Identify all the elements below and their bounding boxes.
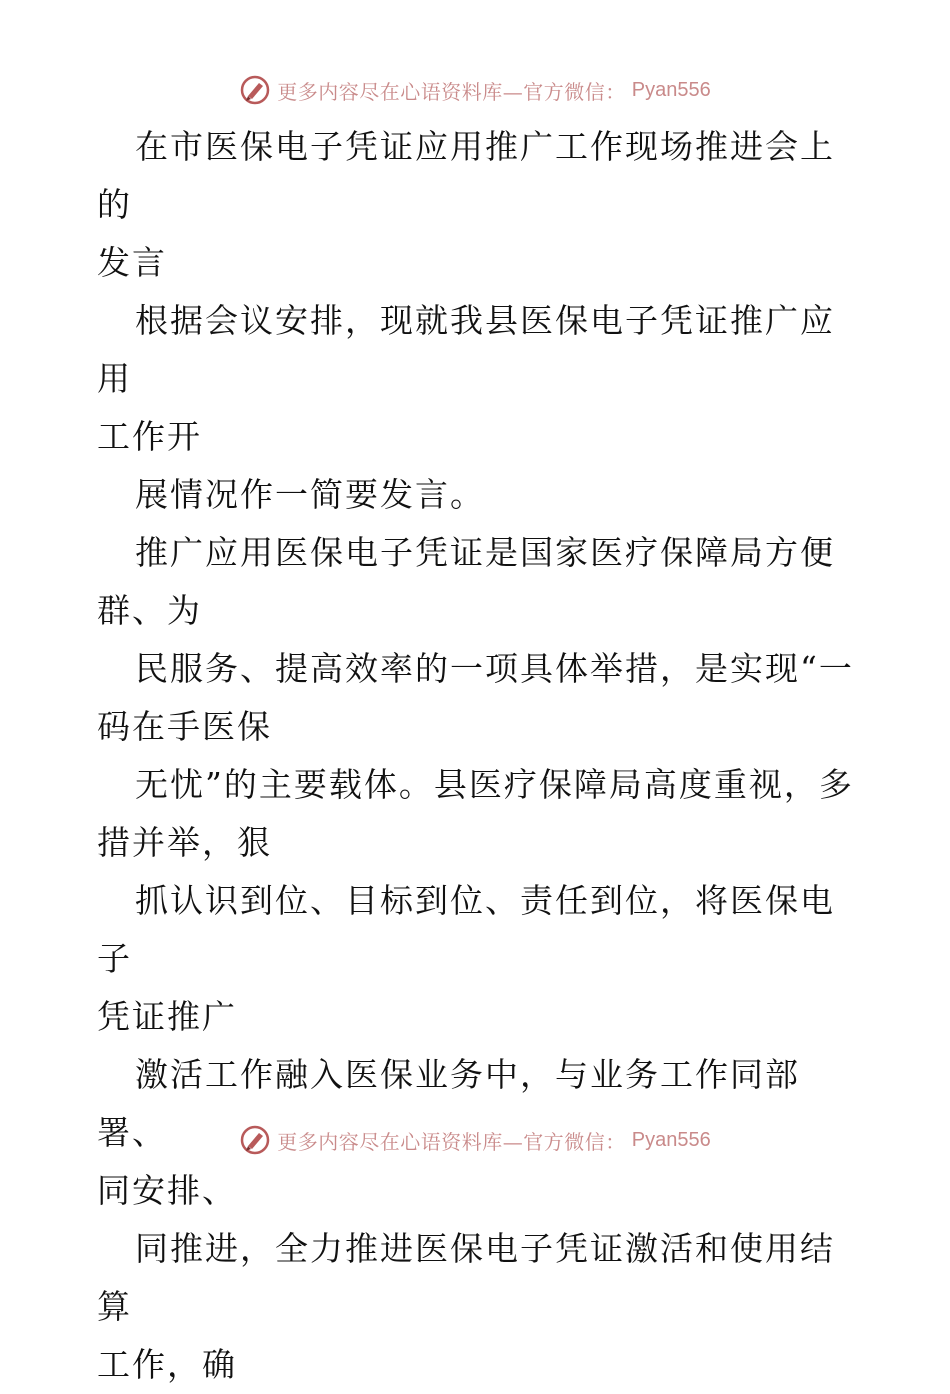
footer-watermark	[0, 1120, 950, 1160]
text-line: 根据会议安排，现就我县医保电子凭证推广应用	[97, 301, 835, 398]
text-line: 激活工作融入医保业务中，与业务工作同部署、	[97, 1055, 800, 1152]
paragraph	[97, 466, 857, 524]
watermark-wechat-id: Pyan556	[631, 1128, 711, 1151]
text-line: 同安排、	[97, 1171, 237, 1210]
text-line: 群、为	[97, 591, 202, 630]
text-line: 无忧”的主要载体。县医疗保障局高度重视，多	[135, 765, 854, 804]
document-body	[97, 118, 857, 1394]
text-line: 码在手医保	[97, 707, 272, 746]
text-line: 工作开	[97, 417, 202, 456]
pen-logo-icon	[239, 1124, 271, 1156]
text-line: 展情况作一简要发言。	[135, 475, 485, 514]
text-line: 措并举，狠	[97, 823, 272, 862]
text-line: 凭证推广	[97, 997, 237, 1036]
watermark-wechat-id: Pyan556	[631, 78, 711, 101]
text-line: 发言	[97, 243, 167, 282]
paragraph	[97, 872, 857, 1046]
header-watermark	[0, 70, 950, 110]
watermark-text: 更多内容尽在心语资料库—官方微信：	[277, 79, 626, 104]
text-line: 工作，确	[97, 1345, 237, 1384]
paragraph	[97, 640, 857, 756]
text-line: 推广应用医保电子凭证是国家医疗保障局方便	[135, 533, 835, 572]
text-line: 抓认识到位、目标到位、责任到位，将医保电子	[97, 881, 835, 978]
text-line: 在市医保电子凭证应用推广工作现场推进会上的	[97, 127, 835, 224]
text-line: 同推进，全力推进医保电子凭证激活和使用结算	[97, 1229, 835, 1326]
paragraph	[97, 756, 857, 872]
text-line: 民服务、提高效率的一项具体举措，是实现“一	[135, 649, 854, 688]
paragraph	[97, 292, 857, 466]
watermark-text: 更多内容尽在心语资料库—官方微信：	[277, 1129, 626, 1154]
paragraph-title	[97, 118, 857, 292]
paragraph	[97, 1220, 857, 1394]
pen-logo-icon	[239, 74, 271, 106]
paragraph	[97, 524, 857, 640]
